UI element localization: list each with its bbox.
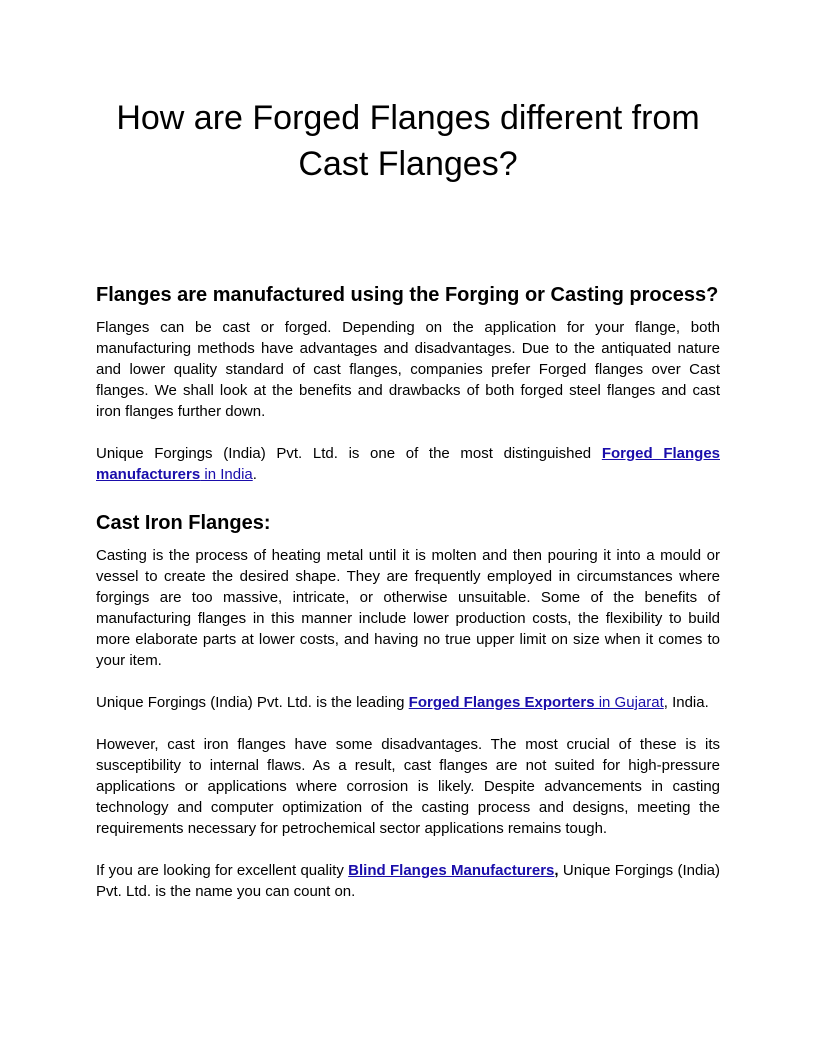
paragraph-text: . [252, 466, 257, 483]
page-title: How are Forged Flanges different from Cast Flanges? [116, 99, 700, 183]
paragraph-intro: Flanges can be cast or forged. Depending on the application for your flange, both manufacturing methods have advantages and disadvantages. Due to the antiquated nature and lower quality standard of cast flanges, companies prefer Forged flanges over Cast flanges. We shall look at the benefits and drawbacks of both forged steel flanges and cast iron flanges further down. [96, 319, 720, 420]
paragraph-disadvantages: However, cast iron flanges have some disadvantages. The most crucial of these is its susceptibility to internal flaws. As a result, cast flanges are not suited for high-pressure applications or applications where corrosion is likely. Despite advancements in casting technology and computer optimization of the casting process and designs, meeting the requirements necessary for petrochemical sector applications remains tough. [96, 736, 720, 837]
paragraph-text: Unique Forgings (India) Pvt. Ltd. is one of the most distinguished [96, 445, 602, 462]
in-india-link[interactable]: in India [200, 466, 253, 483]
forged-flanges-manufacturers-link[interactable]: Forged Flanges manufacturers [96, 445, 720, 483]
paragraph-text: Unique Forgings (India) Pvt. Ltd. is the leading [96, 694, 409, 711]
in-gujarat-link[interactable]: in Gujarat [594, 694, 664, 711]
paragraph-text: Unique Forgings (India) Pvt. Ltd. is the name you can count on. [96, 862, 720, 900]
paragraph-casting: Casting is the process of heating metal until it is molten and then pouring it into a mould or vessel to create the desired shape. They are frequently employed in circumstances where forgings are too massive, intricate, or otherwise unsuitable. Some of the benefits of manufacturing flanges in this manner include lower production costs, the flexibility to build more elaborate parts at lower costs, and having no true upper limit on size when it comes to your item. [96, 547, 720, 669]
section-heading-manufacturing: Flanges are manufactured using the Forging or Casting process? [96, 284, 719, 306]
blind-flanges-manufacturers-link[interactable]: Blind Flanges Manufacturers [348, 862, 555, 879]
paragraph-text: If you are looking for excellent quality [96, 862, 349, 879]
paragraph-text: , India. [663, 694, 709, 711]
paragraph-distinguished [96, 443, 720, 485]
forged-flanges-exporters-link[interactable]: Forged Flanges Exporters [408, 694, 595, 711]
paragraph-blind-flanges [96, 860, 720, 902]
comma: , [554, 862, 559, 879]
paragraph-leading-exporters [96, 692, 720, 713]
section-heading-cast-iron: Cast Iron Flanges: [96, 512, 271, 534]
